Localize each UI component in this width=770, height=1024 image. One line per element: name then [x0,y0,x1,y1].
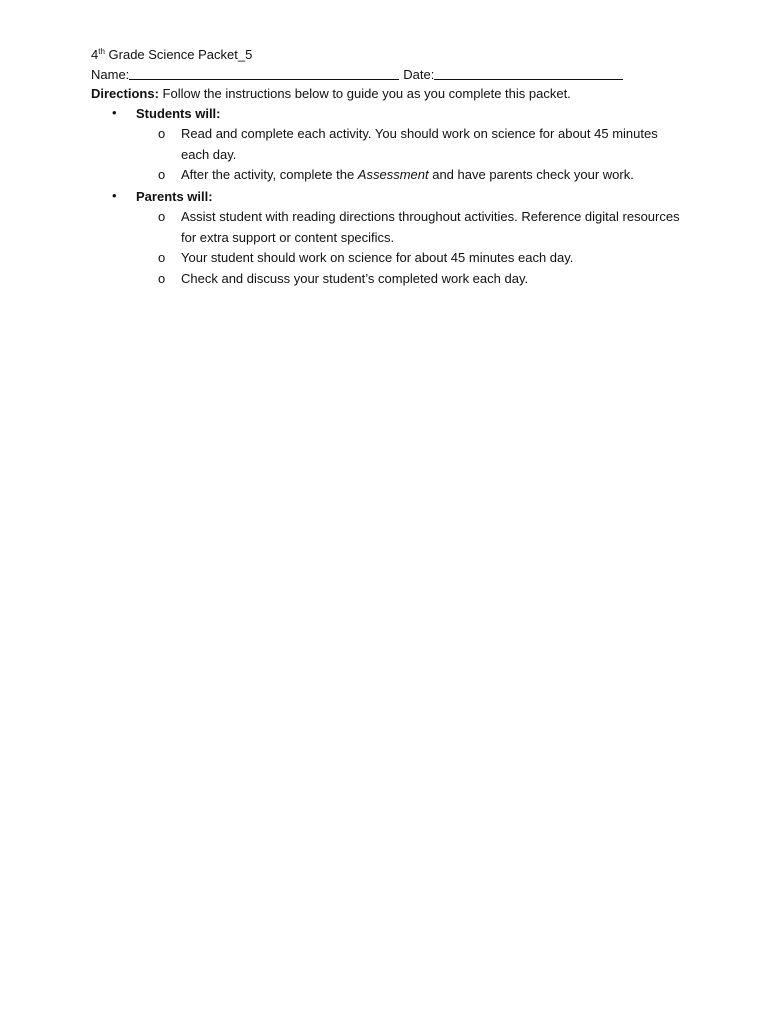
students-item-2-text-before: After the activity, complete the [181,167,358,182]
parents-item-2-marker: o [158,250,166,265]
date-label: Date: [403,67,435,82]
parents-heading: Parents will: [136,189,213,204]
name-label: Name: [91,67,130,82]
directions-text: Follow the instructions below to guide you as you complete this packet. [158,86,571,101]
assessment-term: Assessment [357,167,429,182]
date-blank-field[interactable] [434,66,623,80]
grade-suffix: th [98,47,105,56]
students-item-1: Read and complete each activity. You should work on science for about 45 minutes each day. [181,126,658,162]
directions-label: Directions: [91,86,159,101]
title-text: Grade Science Packet_5 [104,47,253,62]
parents-bullet: • [112,188,117,203]
name-blank-field[interactable] [129,66,399,80]
students-item-2-marker: o [158,167,166,182]
students-bullet: • [112,105,117,120]
directions-line [91,85,571,103]
students-item-1-marker: o [158,126,166,141]
students-heading: Students will: [136,106,221,121]
grade-number: 4 [91,47,99,62]
name-date-line [91,66,623,84]
students-item-2 [181,165,681,186]
parents-item-3-marker: o [158,271,166,286]
students-item-2-text-after: and have parents check your work. [428,167,634,182]
parents-item-1: Assist student with reading directions throughout activities. Reference digital resources for extra support or content specifics. [181,209,680,245]
parents-item-2: Your student should work on science for about 45 minutes each day. [181,250,574,265]
parents-item-1-marker: o [158,209,166,224]
packet-title [91,46,252,64]
parents-item-3: Check and discuss your student’s completed work each day. [181,271,529,286]
